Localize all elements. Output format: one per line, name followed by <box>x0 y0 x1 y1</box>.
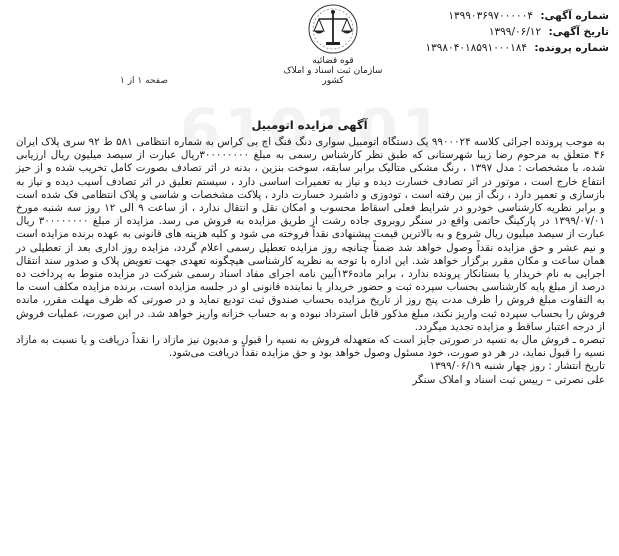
notice-number-row <box>359 8 609 24</box>
judiciary-emblem <box>278 2 388 90</box>
notice-number-label: شماره آگهی: <box>540 10 609 22</box>
notice-number: ۱۳۹۹۰۳۶۹۷۰۰۰۰۰۴ <box>448 10 533 22</box>
signature: علی نصرتی – رییس ثبت اسناد و املاک سنگر <box>412 373 605 386</box>
notice-body <box>16 136 605 387</box>
case-number-row <box>359 40 609 56</box>
scales-of-justice-icon <box>305 2 361 58</box>
notice-paragraph-main: به موجب پرونده اجرائی کلاسه ۹۹۰۰۰۲۴ یک دستگاه اتومبیل سواری دنگ فنگ اچ بی کراس به شماره انتظامی ۵۸۱ ط ۹۲ سری پلاک ایران ۴۶ متعلق به مرحوم رضا زیبا شهرستانی که طبق نظر کارشناس رسمی به مبلغ ۳۰۰۰۰۰۰۰۰ریال عبارت از سیصد میلیون ریال ارزیابی شده، با مشخصات : مدل ۱۳۹۷ ، رنگ مشکی متالیک برابر سابقه، سوخت بنزین ، بدنه در اثر تصادف بصورت کامل تخریب شده و از حیز انتفاع خارج است ، موتور در اثر تصادف خسارت دیده و نیاز به تعمیرات اساسی دارد ، سیستم تعلیق در اثر تصادف آسیب دیده و نیاز به بازسازی و تعمیر دارد ، رنگ از بین رفته است ، تودوزی و داشبرد خسارت دارد ، پلاکت مشخصات و شاسی و پلاک انتظامی فک شده است و برابر نظریه کارشناسی خودرو در شرایط فعلی اسقاط محسوب و امکان نقل و انتقال ندارد ، از ساعت ۹ الی ۱۲ روز سه شنبه مورخ ۱۳۹۹/۰۷/۰۱ در پارکینگ حاتمی واقع در سنگر روبروی جاده رشت از طریق مزایده به فروش می رسد. مزایده از مبلغ ۳۰۰۰۰۰۰۰۰ ریال عبارت از سیصد میلیون ریال شروع و به بالاترین قیمت پیشنهادی نقداً فروخته می شود و کلیه هزینه های قانونی به عهده برنده مزایده است و نیم عشر و حق مزایده نقداً وصول خواهد شد ضمناً چنانچه روز مزایده تعطیل رسمی اعلام گردد، مزایده روز اداری بعد از تعطیلی در همان ساعت و مکان مقرر برگزار خواهد شد. این اداره با توجه به نظریه کارشناسی هیچگونه تعهدی جهت تعویض پلاک و صدور سند انتقال اجرایی به نام خریدار یا بستانکار پرونده ندارد ، برابر ماده۱۳۶آیین نامه اجرای مفاد اسناد رسمی شرکت در مزایده منوط به پرداخت ده درصد از مبلغ پایه کارشناسی بحساب سپرده ثبت و حضور خریدار یا نماینده قانونی او در جلسه مزایده است، برنده مزایده مکلف است ما به التفاوت مبلغ فروش را ظرف مدت پنج روز از تاریخ مزایده بحساب صندوق ثبت تودیع نماید و در صورتی که ظرف مهلت مقرر، مانده فروش را بحساب سپرده ثبت واریز نکند، مبلغ مذکور قابل استرداد نبوده و به حساب خزانه واریز خواهد شد. در این صورت، عملیات فروش از درجه اعتبار ساقط و مزایده تجدید میگردد. <box>16 136 605 333</box>
emblem-subtitle: سازمان ثبت اسناد و املاک کشور <box>283 66 383 86</box>
notice-footer <box>16 360 605 386</box>
notice-title: آگهی مزایده اتومبیل <box>251 118 368 132</box>
case-number: ۱۳۹۸۰۴۰۱۸۵۹۱۰۰۰۱۸۴ <box>425 42 528 54</box>
notice-paragraph-note: تبصره ـ فروش مال به نسیه در صورتی جایز است که متعهدله فروش به نسیه را قبول و مدیون نیز مازاد را نقداً دریافت و یا نسبت به مازاد نسیه را قبول نماید، در هر دو صورت، خود مسئول وصول خواهد بود و حق مزایده نقداً دریافت می‌شود. <box>16 334 605 360</box>
notice-date-row <box>359 24 609 40</box>
publish-date: تاریخ انتشار : روز چهار شنبه ۱۳۹۹/۰۶/۱۹ <box>429 360 605 373</box>
case-number-label: شماره پرونده: <box>534 42 609 54</box>
notice-date-label: تاریخ آگهی: <box>548 26 609 38</box>
notice-date: ۱۳۹۹/۰۶/۱۲ <box>488 26 542 38</box>
emblem-title: قوه قضائیه <box>312 56 354 66</box>
notice-meta <box>359 8 609 56</box>
page-number: صفحه ۱ از ۱ <box>120 76 168 86</box>
